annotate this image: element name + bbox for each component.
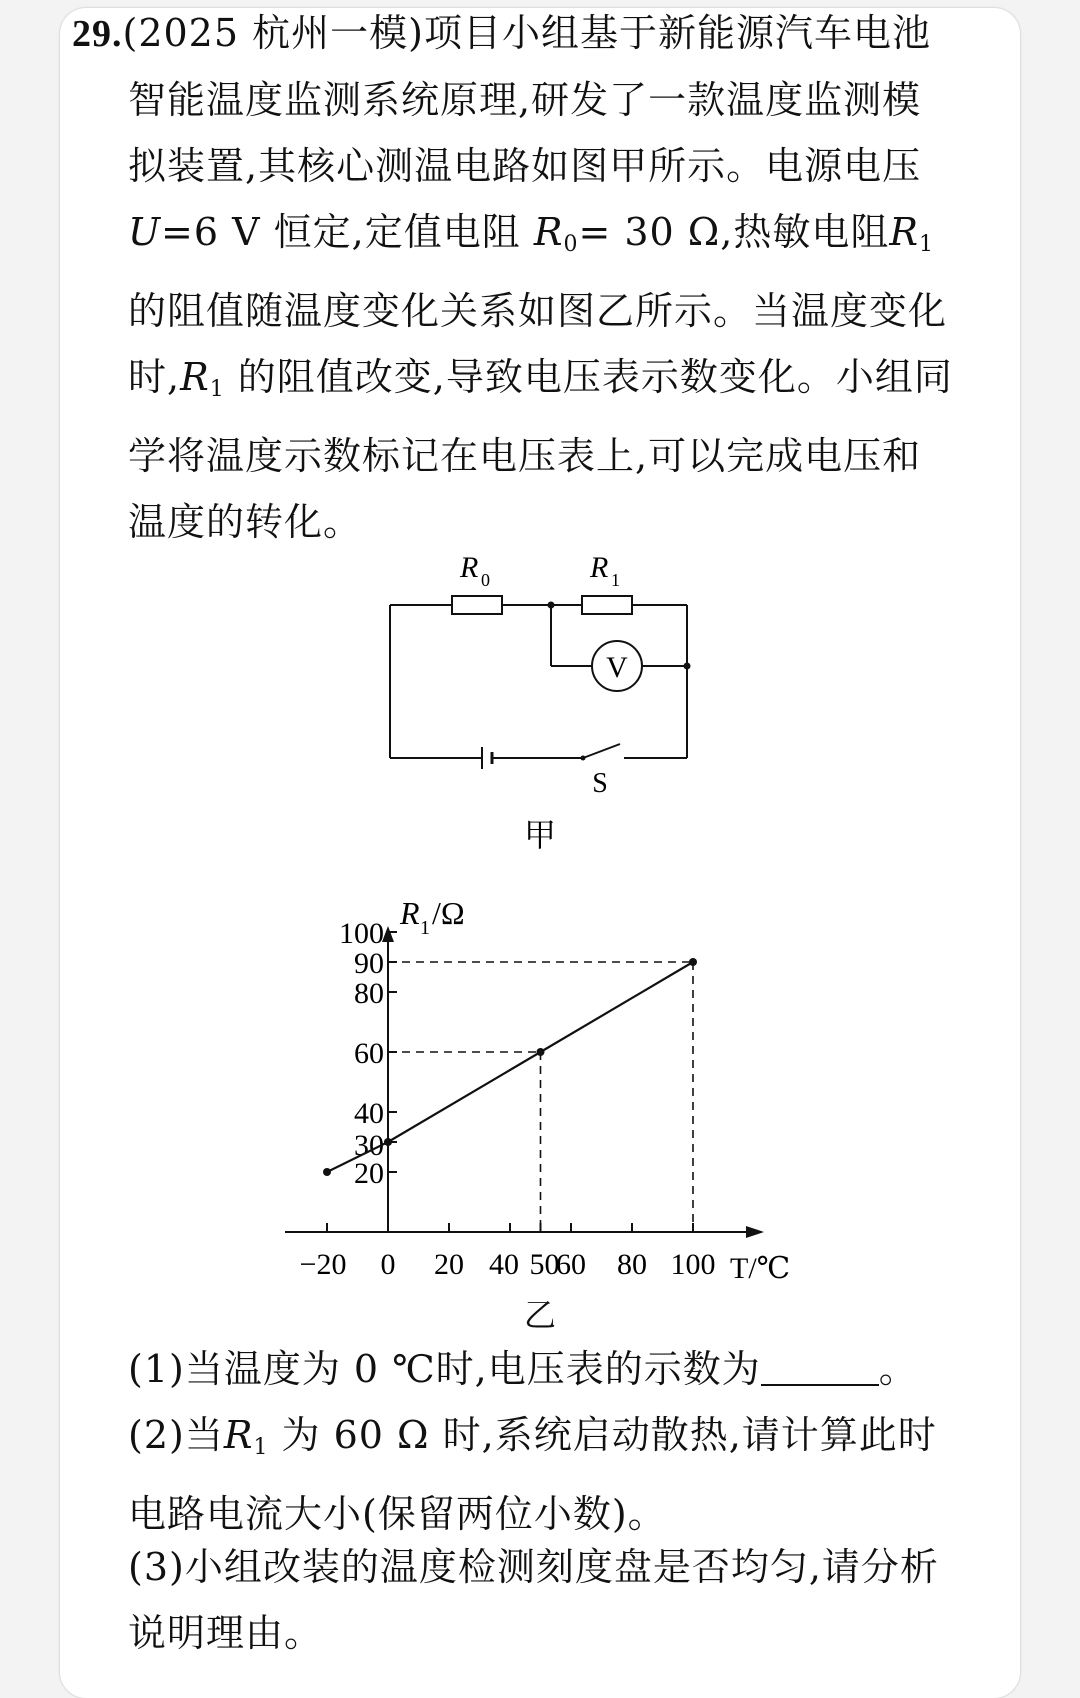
chart-caption: 乙 bbox=[523, 1296, 556, 1334]
subquestion-1 bbox=[128, 1336, 958, 1402]
x-tick-label: 40 bbox=[489, 1248, 519, 1281]
junction-node-left bbox=[548, 602, 555, 609]
stem-text: 项目小组基于新能源汽车电池智能温度监测系统原理,研发了一款温度监测模拟装置,其核心测温电路如图甲所示。电源电压 bbox=[128, 11, 931, 188]
switch-pivot bbox=[581, 756, 586, 761]
x-tick-label: 100 bbox=[670, 1248, 716, 1281]
voltmeter-label: V bbox=[606, 651, 628, 684]
label-r1: R bbox=[590, 551, 609, 584]
stem-r1b-sub: 1 bbox=[209, 377, 225, 402]
q2-prefix: (2)当 bbox=[128, 1413, 224, 1457]
data-point bbox=[689, 958, 697, 966]
stem-line5: 的阻值随温度变化关系如图乙所示。当温度变化时, bbox=[128, 289, 948, 399]
resistor-r1 bbox=[582, 596, 632, 614]
x-axis-arrow bbox=[746, 1226, 764, 1238]
label-r1-sub: 1 bbox=[611, 570, 620, 590]
data-point bbox=[323, 1168, 331, 1176]
data-point bbox=[537, 1048, 545, 1056]
x-axis-label: T/℃ bbox=[730, 1252, 791, 1285]
label-r0: R bbox=[460, 551, 479, 584]
q3-text: (3)小组改装的温度检测刻度盘是否均匀,请分析说明理由。 bbox=[128, 1545, 939, 1655]
y-tick-label: 60 bbox=[354, 1037, 384, 1070]
junction-node-right bbox=[684, 663, 691, 670]
stem-r0-sub: 0 bbox=[563, 232, 579, 257]
resistance-temperature-chart bbox=[0, 860, 1080, 1340]
q1-answer-blank[interactable] bbox=[761, 1350, 879, 1386]
y-tick-label: 40 bbox=[354, 1097, 384, 1130]
q1-suffix: 。 bbox=[878, 1347, 918, 1391]
q2-r-symbol: R bbox=[223, 1413, 254, 1457]
stem-r1-sub: 1 bbox=[919, 232, 935, 257]
x-tick-label: 60 bbox=[556, 1248, 586, 1281]
data-point bbox=[384, 1138, 392, 1146]
y-axis-label-sub: 1 bbox=[420, 917, 430, 939]
x-tick-label: −20 bbox=[299, 1248, 347, 1281]
switch-label: S bbox=[592, 768, 608, 799]
x-tick-label: 0 bbox=[380, 1248, 396, 1281]
q2-r-sub: 1 bbox=[253, 1435, 269, 1460]
x-tick-label: 20 bbox=[434, 1248, 464, 1281]
resistor-r0 bbox=[452, 596, 502, 614]
stem-u-symbol: U bbox=[128, 210, 162, 254]
x-tick-label: 50 bbox=[529, 1248, 560, 1281]
y-axis-label-unit: /Ω bbox=[432, 895, 465, 931]
question-source: (2025 杭州一模) bbox=[122, 11, 424, 55]
y-axis-label: R bbox=[400, 895, 420, 931]
subquestion-2 bbox=[128, 1402, 958, 1547]
y-tick-label: 100 bbox=[339, 917, 384, 950]
y-tick-label: 90 bbox=[354, 947, 384, 980]
q1-text: (1)当温度为 0 ℃时,电压表的示数为 bbox=[128, 1347, 761, 1391]
x-tick-label: 80 bbox=[617, 1248, 647, 1281]
stem-line6: 的阻值改变,导致电压表示数变化。小组同学将温度示数标记在电压表上,可以完成电压和温度的转化。 bbox=[128, 355, 953, 544]
stem-r0-symbol: R bbox=[533, 210, 564, 254]
switch-blade bbox=[583, 744, 620, 758]
question-stem bbox=[72, 0, 958, 555]
subquestion-3 bbox=[128, 1534, 958, 1666]
y-tick-label: 30 bbox=[354, 1129, 384, 1162]
stem-r1-symbol: R bbox=[889, 210, 920, 254]
label-r0-sub: 0 bbox=[481, 570, 490, 590]
question-number: 29. bbox=[72, 13, 123, 55]
stem-r1b-symbol: R bbox=[180, 355, 210, 399]
y-tick-label: 80 bbox=[354, 977, 384, 1010]
y-tick-label: 20 bbox=[354, 1157, 384, 1190]
q2-text: 为 60 Ω 时,系统启动散热,请计算此时电路电流大小(保留两位小数)。 bbox=[128, 1413, 937, 1536]
circuit-caption: 甲 bbox=[523, 817, 557, 853]
stem-r0-value: = 30 Ω,热敏电阻 bbox=[578, 210, 890, 254]
stem-u-value: =6 V 恒定,定值电阻 bbox=[161, 210, 521, 254]
